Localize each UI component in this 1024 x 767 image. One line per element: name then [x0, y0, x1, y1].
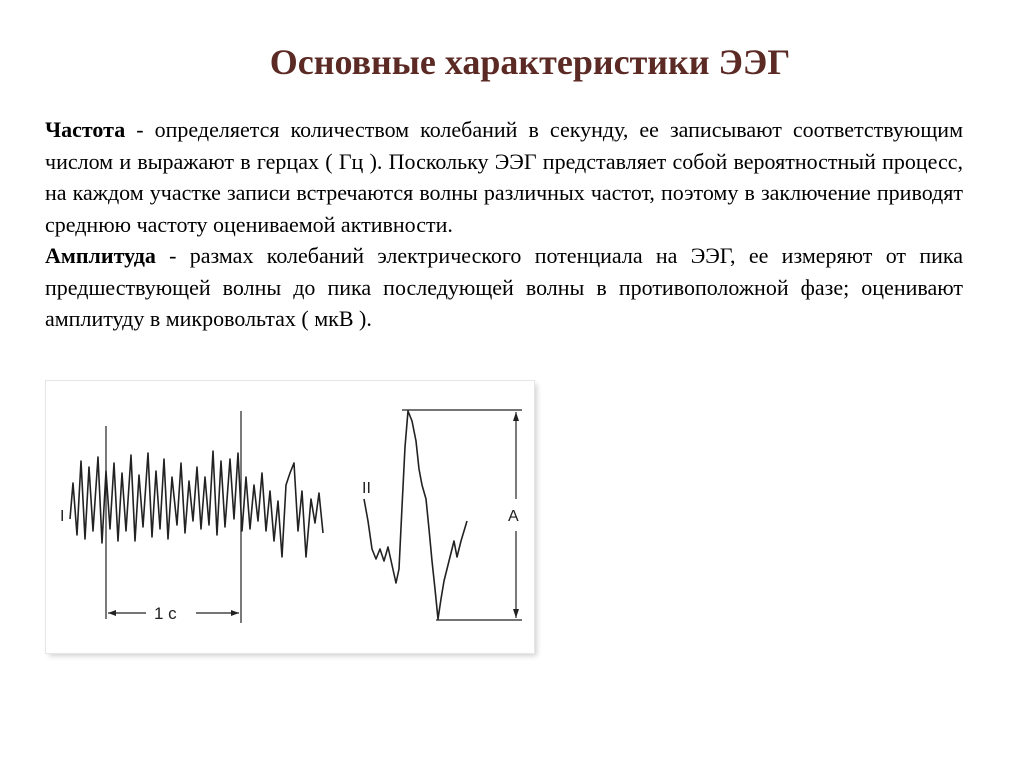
period-arrow-right — [231, 610, 239, 616]
trace-two — [364, 411, 467, 619]
eeg-diagram — [46, 381, 534, 653]
frequency-paragraph — [45, 114, 963, 240]
frequency-definition: - определяется количеством колебаний в секунду, ее записывают соответствующим числом и выражают в герцах ( Гц ). Поскольку ЭЭГ представляет собой вероятностный процесс, на каждом участке записи встречаются волны различных частот, поэтому в заключение приводят среднюю частоту оцениваемой активности. — [45, 117, 963, 237]
slide-body — [45, 114, 963, 335]
amplitude-arrow-up — [513, 412, 519, 421]
amplitude-definition: - размах колебаний электрического потенциала на ЭЭГ, ее измеряют от пика предшествующей волны до пика последующей волны в противоположной фазе; оценивают амплитуду в микровольтах ( мкВ ). — [45, 243, 963, 331]
trace-two-label: II — [362, 480, 371, 497]
slide-title: Основные характеристики ЭЭГ — [269, 42, 791, 82]
amplitude-paragraph — [45, 240, 963, 335]
trace-one-label: I — [60, 508, 65, 525]
amplitude-label: А — [508, 508, 519, 525]
frequency-term: Частота — [45, 117, 126, 142]
amplitude-arrow-down — [513, 609, 519, 618]
period-label: 1 с — [154, 604, 177, 623]
period-arrow-left — [108, 610, 116, 616]
trace-one — [70, 451, 323, 557]
eeg-figure — [46, 381, 534, 653]
amplitude-term: Амплитуда — [45, 243, 156, 268]
